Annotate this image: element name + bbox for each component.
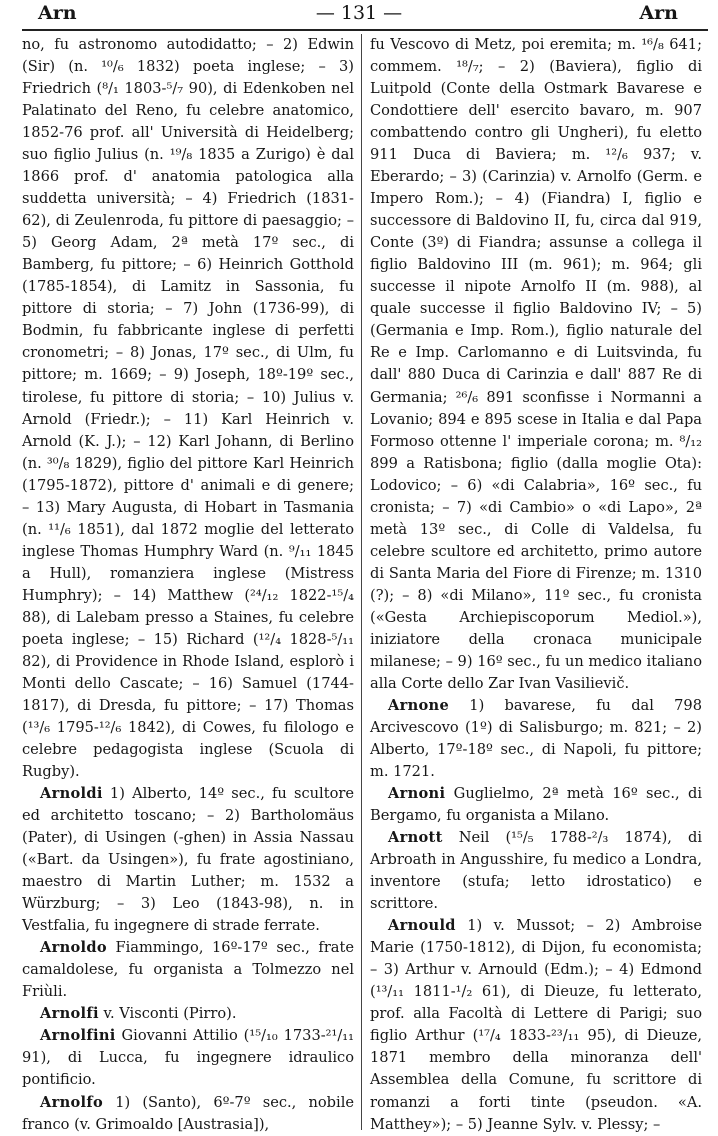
headword: Arnould <box>388 917 456 935</box>
headword: Arnolfi <box>40 1005 99 1023</box>
entry-arnolfo-continued: fu Vescovo di Metz, poi eremita; m. ¹⁶/₈ 641; commem. ¹⁸/₇; – 2) (Baviera), figlio di Luitpold (Conte della Ostmark Bavarese e Condottiere dell' esercito bavaro, m. 907 combattendo contro gli Ungheri), fu eletto 911 Duca di Baviera; m. ¹²/₆ 937; v. Eberardo; – 3) (Carinzia) v. Arnolfo (Germ. e Impero Rom.); – 4) (Fiandra) I, figlio e successore di Baldovino II, fu, circa dal 919, Conte (3º) di Fiandra; assunse a collega il figlio Baldovino III (m. 961); m. 964; gli successe il nipote Arnolfo II (m. 988), al quale successe il figlio Baldovino IV; – 5) (Germania e Imp. Rom.), figlio naturale del Re e Imp. Carlomanno e di Luitsvinda, fu dall' 880 Duca di Carinzia e dall' 887 Re di Germania; ²⁶/₆ 891 sconfisse i Normanni a Lovanio; 894 e 895 scese in Italia e dal Papa Formoso ottenne l' imperiale corona; m. ⁸/₁₂ 899 a Ratisbona; figlio (dalla moglie Ota): Lodovico; – 6) «di Calabria», 16º sec., fu cronista; – 7) «di Cambio» o «di Lapo», 2ª metà 13º sec., di Colle di Valdelsa, fu celebre scultore ed architetto, primo autore di Santa Maria del Fiore di Firenze; m. 1310 (?); – 8) «di Milano», 11º sec., fu cronista («Gesta Archiepiscoporum Mediol.»), iniziatore della cronaca municipale milanese; – 9) 16º sec., fu un medico italiano alla Corte dello Zar Ivan Vasilievič. <box>370 36 702 692</box>
headword: Arnone <box>388 696 450 714</box>
entry-arnoldi <box>22 783 354 937</box>
entry-text: 1) (Santo), 6º-7º sec., nobile franco (v. Grimoaldo [Austrasia]), <box>22 1093 354 1133</box>
entry-arnoldo <box>22 937 354 1003</box>
left-column <box>22 34 354 1136</box>
entry-text: Neil (¹⁵/₅ 1788-²/₃ 1874), di Arbroath in Angusshire, fu medico a Londra, inventore (stufa; letto idrostatico) e scrittore. <box>370 829 702 913</box>
entry-text: Guglielmo, 2ª metà 16º sec., di Bergamo, fu organista a Milano. <box>370 785 702 825</box>
header-left-word: Arn <box>38 2 77 24</box>
header-right-word: Arn <box>639 2 678 24</box>
entry-text: 1) v. Mussot; – 2) Ambroise Marie (1750-1812), di Dijon, fu economista; – 3) Arthur v. Arnould (Edm.); – 4) Edmond (¹³/₁₁ 1811-¹/₂ 61), di Dieuze, fu letterato, prof. alla Facoltà di Lettere di Parigi; suo figlio Arthur (¹⁷/₄ 1833-²³/₁₁ 95), di Dieuze, 1871 membro della minoranza dell' Assemblea della Comune, fu scrittore di romanzi a forti tinte (pseudon. «A. Matthey»); – 5) Jeanne Sylv. v. Plessy; – <box>370 917 702 1133</box>
headword: Arnoldi <box>40 785 103 803</box>
entry-text: Fiammingo, 16º-17º sec., frate camaldolese, fu organista a Tolmezzo nel Friùli. <box>22 939 354 1001</box>
entry-arnolfini <box>22 1025 354 1091</box>
page-number: — 131 — <box>315 2 403 24</box>
header-rule <box>22 29 708 31</box>
right-column <box>370 34 702 1136</box>
entry-arnolfo <box>22 1092 354 1136</box>
headword: Arnoni <box>388 785 446 803</box>
entry-arnold-continued: no, fu astronomo autodidatto; – 2) Edwin (Sir) (n. ¹⁰/₆ 1832) poeta inglese; – 3) Friedrich (⁸/₁ 1803-⁵/₇ 90), di Edenkoben nel Palatinato del Reno, fu celebre anatomico, 1852-76 prof. all' Università di Heidelberg; suo figlio Julius (n. ¹⁹/₈ 1835 a Zurigo) è dal 1866 prof. d' anatomia patologica alla suddetta università; – 4) Friedrich (1831-62), di Zeulenroda, fu pittore di paesaggio; – 5) Georg Adam, 2ª metà 17º sec., di Bamberg, fu pittore; – 6) Heinrich Gotthold (1785-1854), di Lamitz in Sassonia, fu pittore di storia; – 7) John (1736-99), di Bodmin, fu fabbricante inglese di perfetti cronometri; – 8) Jonas, 17º sec., di Ulm, fu pittore; m. 1669; – 9) Joseph, 18º-19º sec., tirolese, fu pittore di storia; – 10) Julius v. Arnold (Friedr.); – 11) Karl Heinrich v. Arnold (K. J.); – 12) Karl Johann, di Berlino (n. ³⁰/₈ 1829), figlio del pittore Karl Heinrich (1795-1872), pittore d' animali e di genere; – 13) Mary Augusta, di Hobart in Tasmania (n. ¹¹/₆ 1851), dal 1872 moglie del letterato inglese Thomas Humphry Ward (n. ⁹/₁₁ 1845 a Hull), romanziera inglese (Mistress Humphry); – 14) Matthew (²⁴/₁₂ 1822-¹⁵/₄ 88), di Lalebam presso a Staines, fu celebre poeta inglese; – 15) Richard (¹²/₄ 1828-⁵/₁₁ 82), di Providence in Rhode Island, esplorò i Monti dello Cascate; – 16) Samuel (1744-1817), di Dresda, fu pittore; – 17) Thomas (¹³/₆ 1795-¹²/₆ 1842), di Cowes, fu filologo e celebre pedagogista inglese (Scuola di Rugby). <box>22 36 354 781</box>
headword: Arnott <box>388 829 443 847</box>
entry-arnould <box>370 915 702 1135</box>
entry-arnott <box>370 827 702 915</box>
headword: Arnoldo <box>40 939 107 957</box>
page-header <box>22 0 696 26</box>
entry-text: 1) Alberto, 14º sec., fu scultore ed architetto toscano; – 2) Bartholomäus (Pater), di Usingen (-ghen) in Assia Nassau («Bart. da Usingen»), fu frate agostiniano, maestro di Martin Luther; m. 1532 a Würzburg; – 3) Leo (1843-98), n. in Vestfalia, fu ingegnere di strade ferrate. <box>22 785 354 935</box>
headword: Arnolfini <box>40 1027 116 1045</box>
entry-arnolfi <box>22 1003 354 1025</box>
entry-arnone <box>370 695 702 783</box>
entry-text: v. Visconti (Pirro). <box>98 1005 237 1023</box>
headword: Arnolfo <box>40 1093 104 1111</box>
entry-text: Giovanni Attilio (¹⁵/₁₀ 1733-²¹/₁₁ 91), di Lucca, fu ingegnere idraulico pontificio. <box>22 1027 354 1089</box>
entry-arnoni <box>370 783 702 827</box>
column-divider <box>361 34 362 1130</box>
entry-text: 1) bavarese, fu dal 798 Arcivescovo (1º) di Salisburgo; m. 821; – 2) Alberto, 17º-18º sec., di Napoli, fu pittore; m. 1721. <box>370 696 702 781</box>
